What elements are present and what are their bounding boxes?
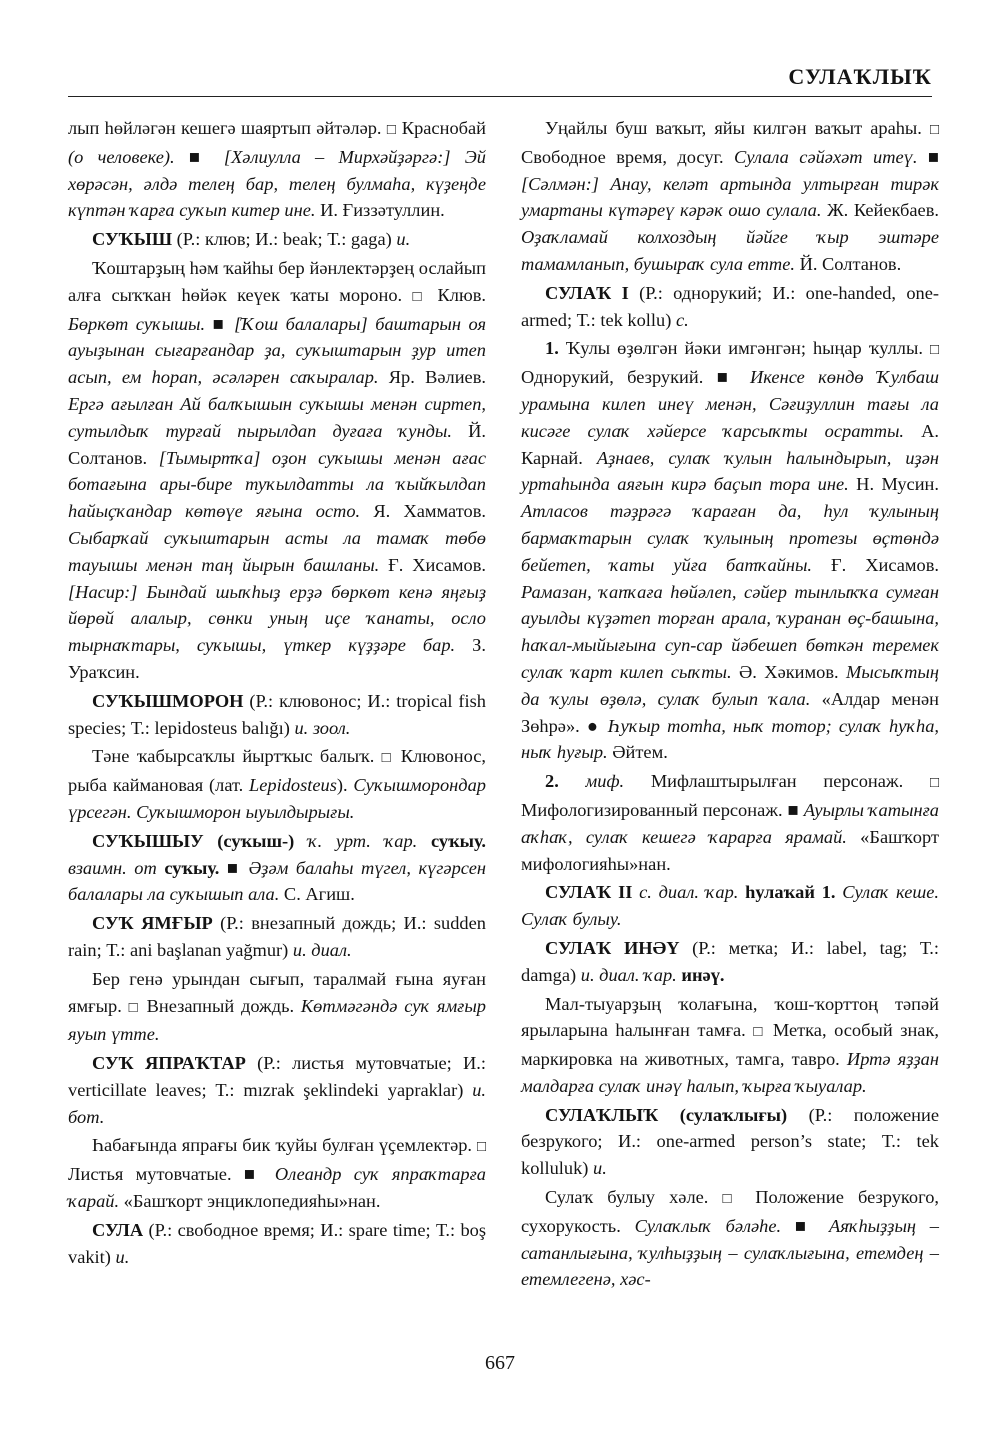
translation-marker-icon: □: [929, 775, 940, 792]
example-source: З. Ураҡсин.: [68, 635, 486, 682]
translation-text: Листья мутовчатые.: [68, 1164, 232, 1185]
entry-headline: [521, 935, 939, 989]
running-head: СУЛАҠЛЫҠ: [788, 64, 932, 89]
headword: СУҠЫШ: [92, 229, 173, 250]
translation-text: Внезапный дождь.: [139, 995, 301, 1016]
entry-headline: [68, 828, 486, 908]
entry-headline: [521, 879, 939, 933]
phrase-example: Сулаҡлыҡ бәләһе.: [634, 1215, 782, 1236]
translation-text: Метка, особый знак, маркировка на животных, тамга, тавро.: [521, 1020, 939, 1070]
grammar-label: и. зоол.: [294, 717, 351, 738]
example-source: Ә. Хәкимов.: [731, 661, 847, 682]
translation-text: Однорукий, безрукий.: [521, 367, 704, 388]
example-marker-icon: ■: [782, 799, 804, 820]
definition-text: Ҡулы өҙөлгән йәки имгәнгән; һыңар ҡуллы.: [558, 338, 930, 359]
usage-note: (о человеке).: [68, 146, 175, 167]
example-text: Мысыҡтың да ҡулы өҙөлә, сулаҡ булып ҡала.: [521, 661, 939, 709]
example-marker-icon: ■: [703, 367, 750, 388]
example-source: Й. Солтанов.: [794, 253, 902, 274]
example-text: Әҙәм балаһы түгел, күгәрсен балалары ла суҡышып ала.: [68, 857, 486, 905]
entry-headline: [68, 1050, 486, 1130]
entry-body: [521, 1184, 939, 1293]
definition-text: лып һөйләгән кешегә шаяртып әйтәләр.: [68, 118, 387, 138]
cross-reference: инәү.: [681, 964, 725, 985]
translation-marker-icon: □: [128, 999, 140, 1016]
example-text: Иртә яҙҙан малдарға сулаҡ инәү һалып, ҡырға ҡыуалар.: [521, 1049, 939, 1096]
headword: СУЛА: [92, 1219, 144, 1240]
example-marker-icon: ■: [917, 146, 939, 167]
example-marker-icon: ■: [219, 857, 249, 878]
example-text: Ергә ағылған Ай балҡышын суҡышы менән сиртеп, сутылдыҡ турғай пырылдап дуғаға ҡунды.: [68, 393, 486, 441]
entry-continuation: [68, 115, 486, 224]
example-source: Ғ. Хисамов.: [812, 554, 939, 575]
definition-text: Мал-тыуарҙың ҡолағына, ҡош-ҡорттоң тәпәй ярыларына һалынған тамға.: [521, 993, 939, 1041]
example-source: С. Агиш.: [279, 884, 355, 905]
translation-text: Положение безрукого, сухорукость.: [521, 1187, 939, 1236]
definition-text: Ҡоштарҙың һәм ҡайһы бер йәнлектәрҙең ослайып алға сыҡҡан һөйәк кеүек ҡаты мороно.: [68, 257, 486, 305]
translations: (Р.: положение безрукого; И.: one-armed person’s state; Т.: tek kolluluk): [521, 1104, 939, 1179]
translations: (Р.: клювонос; И.: tropical fish species; Т.: lepidosteus balığı): [68, 690, 486, 738]
grammar-label: с. диал. ҡар.: [632, 882, 746, 903]
headword: СУҠ ЯПРАҠТАР: [92, 1053, 246, 1074]
example-text: Икенсе көндө Ҡулбаш урамына килеп инеү менән, Сәғиҙуллин тағы ла кисәге сулаҡ хәйерсе ҡарсыҡты осратты.: [521, 367, 939, 441]
translations: (Р.: свободное время; И.: spare time; Т.: boş vakit): [68, 1219, 486, 1267]
example-text: Рамазан, ҡапҡаға һөйәлеп, сәйер тынлыҡҡа сумған ауылды күҙәтеп торған арала, ҡуранан өҫ-башына, һаҡал-мыйығына суп-сар йәбешеп бөткән теремек сулаҡ ҡарт килеп сыҡты.: [521, 581, 939, 682]
translation-marker-icon: □: [476, 1139, 486, 1156]
grammar-label: ҡ. урт. ҡар.: [294, 830, 431, 851]
translation-marker-icon: □: [386, 122, 397, 138]
example-marker-icon: ■: [781, 1215, 829, 1236]
example-text: Аяҡһыҙҙың – сатанлығына, ҡулһыҙҙың – сулаҡлығына, етемдең – етемлегенә, хәс-: [521, 1215, 939, 1290]
latin-name: Lepidosteus: [249, 775, 337, 796]
example-source: Н. Мусин.: [848, 474, 939, 495]
grammar-label: миф.: [558, 771, 625, 792]
definition-text: Уңайлы буш ваҡыт, яйы килгән ваҡыт араһы.: [545, 118, 930, 138]
entry-headline: [68, 1217, 486, 1271]
example-text: Олеандр суҡ япраҡтарға ҡарай.: [68, 1164, 486, 1212]
cross-reference: суҡыу.: [430, 830, 486, 851]
example-text: [Тымыртҡа] оҙон суҡышы менән ағас ботағына ары-бире туҡылдатты ла ҡыйҡылдап һайыҫҡандар көтөүе яғына осто.: [68, 447, 486, 522]
definition-text: Мифлаштырылған персонаж.: [624, 771, 930, 792]
grammar-label: взаимн. от: [68, 857, 165, 878]
example-source: «Башҡорт энциклопедияһы»нан.: [119, 1191, 381, 1212]
example-text: Көтмәгәндә суҡ ямғыр яуып үтте.: [68, 995, 487, 1045]
entry-body: [521, 115, 939, 278]
example-marker-icon: ■: [205, 313, 235, 334]
translation-text: Краснобай: [396, 118, 486, 138]
example-text: [Хәлиулла – Мирхәйҙәргә:] Эй хөрәсән, әлдә телең бар, телең булмаһа, күҙеңде күптән ҡарға суҡып китер ине.: [68, 146, 486, 221]
cross-reference: суҡыу.: [164, 857, 220, 878]
translation-marker-icon: □: [929, 342, 939, 359]
phrase-example: Сулала сәйәхәт итеү.: [734, 146, 918, 167]
entry-body: [68, 743, 486, 825]
headword: СУҠЫШМОРОН: [92, 690, 244, 711]
translation-text: Клюв.: [427, 284, 486, 305]
example-source: Й. Солтанов.: [68, 420, 486, 468]
example-source: Ғ. Хисамов.: [379, 554, 486, 575]
translation-marker-icon: □: [381, 750, 394, 767]
example-marker-icon: ■: [231, 1164, 275, 1185]
entry-body: [68, 255, 486, 686]
example-source: «Башҡорт мифологияһы»нан.: [521, 826, 939, 874]
definition-text: Бер генә урындан сығып, таралмай ғына яуған ямғыр.: [68, 968, 486, 1016]
translation-marker-icon: □: [929, 122, 939, 138]
translations: (Р.: метка; И.: label, tag; Т.: damga): [521, 937, 939, 985]
example-marker-icon: ■: [174, 146, 224, 167]
punctuation: ).: [336, 775, 354, 796]
sense-1: [521, 335, 939, 766]
sense-2: [521, 768, 939, 877]
translation-text: Клювонос, рыба каймановая (лат.: [68, 746, 486, 796]
translation-marker-icon: □: [753, 1024, 766, 1041]
definition-text: Сулаҡ булыу хәле.: [545, 1187, 723, 1208]
example-text: Атласов тәҙрәгә ҡараған да, һул ҡулының бармаҡтарын сулаҡ ҡулының протезы өҫтөндә бейетеп, ҡаты уйға батҡайны.: [521, 501, 939, 575]
entry-headline: [68, 688, 486, 742]
left-column: [68, 115, 486, 1272]
entry-body: [68, 1132, 486, 1214]
translation-text: Свободное время, досуг.: [521, 146, 735, 167]
translations: (Р.: клюв; И.: beak; Т.: gaga): [172, 229, 397, 250]
page-number: 667: [485, 1352, 515, 1374]
example-text: Ауырлы ҡатынға аҡһаҡ, сулаҡ кешегә ҡарарға ярамай.: [521, 799, 939, 847]
right-column: [521, 115, 939, 1295]
phrase-example: Сулаҡ кеше. Сулаҡ булыу.: [521, 882, 939, 930]
sense-number: 1.: [545, 338, 559, 359]
sense-number: 2.: [545, 771, 559, 792]
entry-body: [521, 991, 939, 1100]
example-text: Сыбарҡай суҡыштарын асты ла тамаҡ төбө тауышы менән таң йырын башланы.: [68, 527, 486, 575]
grammar-label: и.: [396, 229, 411, 250]
example-text: [Насир:] Бындай шыҡһыҙ ерҙә бөркөт кенә яңғыҙ йөрөй алалыр, сөнки уның иҫе ҡанаты, осло тырнаҡтары, суҡышы, үткер күҙҙәре бар.: [68, 581, 486, 656]
definition-text: Һабағында япрағы бик ҡуйы булған үҫемлектәр.: [92, 1135, 477, 1156]
example-source: И. Ғиззәтуллин.: [315, 200, 445, 221]
grammar-label: и.: [593, 1158, 607, 1179]
proverb-marker-icon: ●: [579, 715, 608, 736]
grammar-label: и. диал. ҡар.: [580, 964, 682, 985]
translations: (Р.: однорукий; И.: one-handed, one-armed; Т.: tek kollu): [521, 282, 940, 330]
example-source: Яр. Вәлиев.: [378, 367, 486, 388]
headword: СУҠ ЯМҒЫР: [92, 913, 213, 934]
example-text: Аҙнаев, сулаҡ ҡулын һалындырып, иҙән уртаһында аяғын кирә баҫып тора ине.: [521, 447, 939, 495]
example-text: Оҙаҡламай колхоздың йәйге ҡыр эштәре тамамланып, бушыраҡ сула етте.: [521, 227, 939, 274]
entry-headline: [68, 226, 486, 253]
translation-text: Мифологизированный персонаж.: [521, 799, 783, 820]
translations: (Р.: внезапный дождь; И.: sudden rain; Т.: ani başlanan yağmur): [68, 913, 486, 960]
headword: СУЛАҠ II: [545, 882, 633, 903]
translation-marker-icon: □: [412, 288, 428, 305]
translations: (Р.: листья мутовчатые; И.: verticillate leaves; Т.: mızrak şeklindeki yapraklar): [68, 1053, 486, 1100]
entry-headline: [68, 910, 486, 964]
entry-headline: [521, 1102, 939, 1182]
example-source: Я. Хамматов.: [360, 501, 486, 522]
header-rule: [68, 96, 932, 97]
example-text: [Ҡош балалары] баштарын оя ауыҙынан сығарғандар ҙа, суҡыштарын ҙур итеп асып, ем һорап, әсәләрен саҡыралар.: [68, 313, 486, 388]
example-source: Ж. Кейекбаев.: [821, 200, 940, 221]
proverb-text: Һуҡыр тотһа, ныҡ тотор; сулаҡ һуҡһа, ныҡ һуғыр.: [521, 715, 939, 763]
grammar-label: и.: [115, 1246, 130, 1267]
definition-text: Тәне ҡабырсаҡлы йыртҡыс балыҡ.: [92, 746, 382, 767]
example-source: «Алдар менән Зөһрә».: [521, 688, 939, 736]
phrase-example: Суҡышморондар үрсегән. Суҡышморон ыуылдырығы.: [68, 775, 486, 822]
headword: СУҠЫШЫУ (суҡыш-): [92, 830, 295, 851]
example-source: А. Карнай.: [521, 420, 939, 468]
entry-body: [68, 966, 486, 1048]
example-source: Әйтем.: [607, 742, 668, 763]
cross-reference: һулаҡай 1.: [745, 882, 836, 903]
headword: СУЛАҠ I: [545, 282, 629, 303]
translation-marker-icon: □: [722, 1191, 742, 1208]
grammar-label: и. диал.: [292, 939, 352, 960]
example-text: [Сәлмән:] Анау, келәт артында ултырған тирәк умартаны күтәреү кәрәк ошо сулала.: [521, 173, 939, 221]
grammar-label: и. бот.: [68, 1079, 486, 1127]
headword: СУЛАҠ ИНӘҮ: [545, 937, 680, 958]
grammar-label: с.: [675, 309, 689, 330]
entry-headline: [521, 280, 939, 334]
phrase-example: Бөркөт суҡышы.: [68, 313, 206, 334]
headword: СУЛАҠЛЫҠ (сулаҡлығы): [545, 1104, 788, 1125]
